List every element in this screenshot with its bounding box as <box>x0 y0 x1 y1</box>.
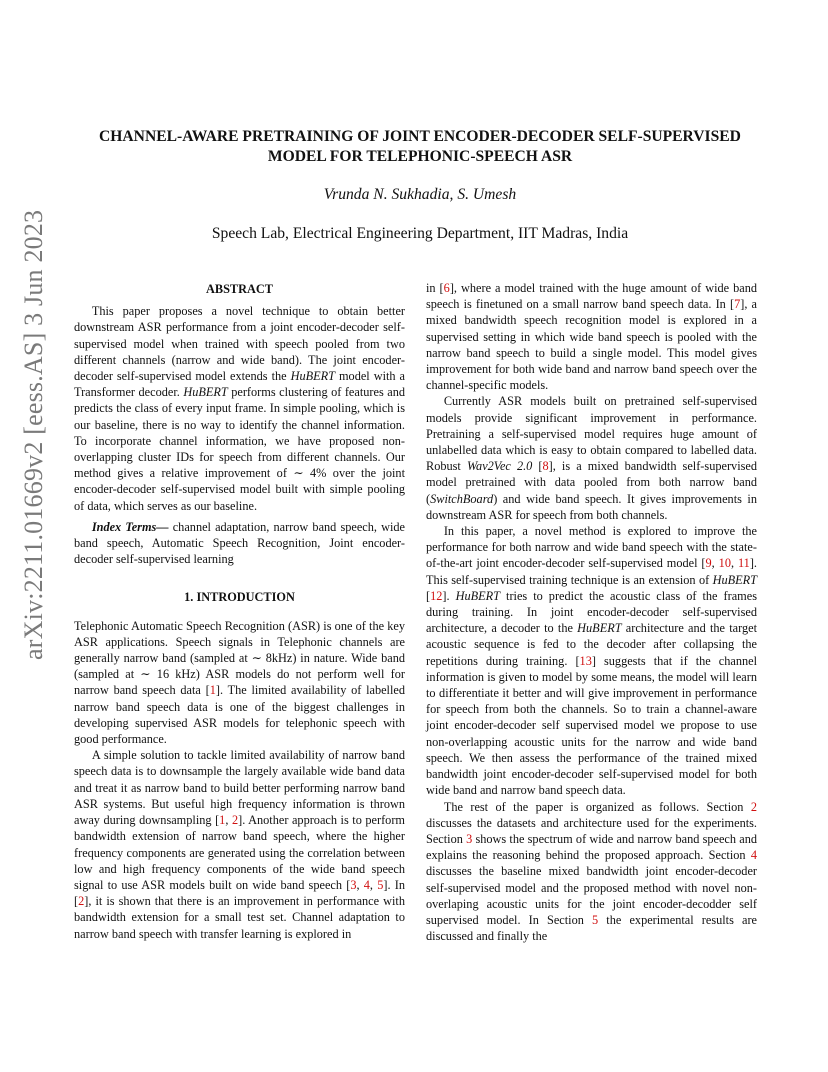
left-column <box>74 281 405 942</box>
citation-link[interactable]: 4 <box>363 877 370 892</box>
citation-link[interactable]: 1 <box>209 683 216 698</box>
authors: Vrunda N. Sukhadia, S. Umesh <box>323 186 517 203</box>
affiliation: Speech Lab, Electrical Engineering Department, IIT Madras, India <box>211 225 629 242</box>
right-column <box>426 280 757 944</box>
paper-title <box>70 127 770 167</box>
intro-paragraph-1: Telephonic Automatic Speech Recognition (ASR) is one of the key ASR applications. Speech signals in Telephonic channels are generally narrow band (sampled at ∼ 8kHz) in nature. Wide band (sampled at ∼ 16 kHz) ASR models do not perform well for narrow band speech data [1]. The limited availability of labelled narrow band speech data is one of the biggest challenges in developing supervised ASR models for telephonic speech with good performance. <box>74 618 405 747</box>
citation-link[interactable]: 2 <box>231 813 239 828</box>
citation-link[interactable]: 9 <box>705 556 712 571</box>
intro-paragraph-2: A simple solution to tackle limited availability of narrow band speech data is to downsample the largely available wide band data and treat it as narrow band to build better performing narrow band ASR systems. But useful high frequency information is thrown away during downsampling [1, 2]. Another approach is to perform bandwidth extension of narrow band speech, where the higher frequency components are generated using the correlation between low and high frequency components of the wide band speech signal to use ASR models built on wide band speech [3, 4, 5]. In [2], it is shown that there is an improvement in performance with bandwidth extension for a small test set. Channel adaptation to narrow band speech with transfer learning is explored in <box>74 748 405 941</box>
citation-link[interactable]: 2 <box>78 894 85 909</box>
section-link[interactable]: 5 <box>592 912 599 927</box>
title-line-1: CHANNEL-AWARE PRETRAINING OF JOINT ENCODER-DECODER SELF-SUPERVISED <box>99 128 741 145</box>
abstract-heading: ABSTRACT <box>206 282 273 296</box>
intro-paragraph-2-continued: in [6], where a model trained with the huge amount of wide band speech is finetuned on a small narrow band speech data. In [7], a mixed bandwidth speech recognition model is explored in a supervised setting in which wide band speech is pooled with the narrow band speech to build a single model. This model gives improvement for both wide band and narrow band speech over the channel-specific models. <box>426 281 757 393</box>
index-terms: Index Terms— channel adaptation, narrow band speech, wide band speech, Automatic Speech Recognition, Joint encoder-decoder self-supervised learning <box>74 519 405 567</box>
citation-link[interactable]: 11 <box>737 556 750 571</box>
abstract-paragraph: This paper proposes a novel technique to obtain better downstream ASR performance from a joint encoder-decoder self-supervised model when trained with speech pooled from two different channels (narrow and wide band). The joint encoder-decoder self-supervised model extends the HuBERT model with a Transformer decoder. HuBERT performs clustering of features and predicts the class of every input frame. In simple pooling, which is our baseline, there is no way to identify the channel information. To incorporate channel information, we have proposed non-overlapping cluster IDs for speech from different channels. Our method gives a relative improvement of ∼ 4% over the joint encoder-decoder self-supervised model built with simple pooling of data, which serves as our baseline. <box>74 304 405 513</box>
title-line-2: MODEL FOR TELEPHONIC-SPEECH ASR <box>267 148 573 165</box>
citation-link[interactable]: 10 <box>718 556 731 571</box>
arxiv-identifier: arXiv:2211.01669v2 [eess.AS] 3 Jun 2023 <box>19 209 48 660</box>
citation-link[interactable]: 3 <box>350 877 357 892</box>
section-link[interactable]: 3 <box>466 831 473 846</box>
section-link[interactable]: 4 <box>750 848 757 863</box>
index-terms-label: Index Terms— <box>91 519 169 534</box>
introduction-heading: 1. INTRODUCTION <box>184 590 295 605</box>
intro-paragraph-4: In this paper, a novel method is explored to improve the performance for both narrow and wide band speech with the state-of-the-art joint encoder-decoder self-supervised model [9, 10, 11]. This self-supervised training technique is an extension of HuBERT [12]. HuBERT tries to predict the acoustic class of the frames during training. In joint encoder-decoder self-supervised architecture, a decoder to the HuBERT architecture and the target acoustic sequence is fed to the decoder after collapsing the repetitions during training. [13] suggests that if the channel information is given to model by some means, the model will learn to differentiate it better and will give improvement in performance for speech from both the channels. So to train a channel-aware joint encoder-decoder self supervised model we propose to use non-overlapping acoustic units for the narrow and wide band speech. We then assess the performance of the trained mixed bandwidth joint encoder-decoder self-supervised model for both wide band and narrow band speech data. <box>426 524 758 798</box>
citation-link[interactable]: 7 <box>734 297 741 312</box>
citation-link[interactable]: 1 <box>219 813 226 828</box>
citation-link[interactable]: 12 <box>430 588 443 603</box>
section-link[interactable]: 2 <box>750 799 757 814</box>
intro-paragraph-5: The rest of the paper is organized as follows. Section 2 discusses the datasets and architecture used for the experiments. Section 3 shows the spectrum of wide and narrow band speech and explains the reasoning behind the proposed approach. Section 4 discusses the baseline mixed bandwidth joint encoder-decoder self-supervised model and the proposed method with novel non-overlaping acoustic units for the joint encoder-decodder self supervised model. In Section 5 the experimental results are discussed and finally the <box>426 799 758 944</box>
citation-link[interactable]: 6 <box>443 281 450 295</box>
citation-link[interactable]: 13 <box>579 653 592 668</box>
citation-link[interactable]: 5 <box>377 877 384 892</box>
citation-link[interactable]: 8 <box>542 459 549 474</box>
intro-paragraph-3: Currently ASR models built on pretrained self-supervised models provide significant improvement in performance. Pretraining a self-supervised model requires huge amount of unlabelled data which is easy to obtain compared to labelled data. Robust Wav2Vec 2.0 [8], is a mixed bandwidth self-supervised model pretrained with data pooled from both narrow band (SwitchBoard) and wide band speech. It gives improvements in downstream ASR for speech from both channels. <box>426 394 757 522</box>
